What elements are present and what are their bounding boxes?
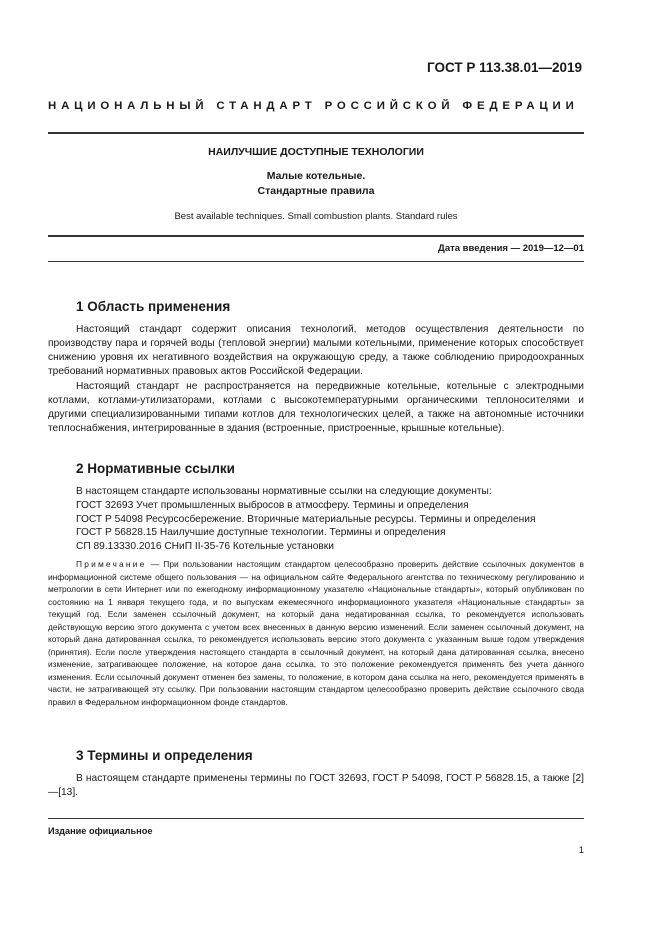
reference-item: ГОСТ Р 54098 Ресурсосбережение. Вторичные материальные ресурсы. Термины и определения (76, 513, 536, 525)
title-divider (48, 235, 584, 237)
document-subtitle-line2: Стандартные правила (257, 185, 375, 197)
date-divider (48, 261, 584, 262)
section-3-heading: 3 Термины и определения (76, 748, 253, 763)
section-1-paragraph-1-text: Настоящий стандарт содержит описания технологий, методов осуществления деятельности по производству пара и горячей воды (тепловой энергии) малыми котельными, применение которых способствует снижению уровня их негативного воздействия на окружающую среду, а также соблюдению природоохранных требований нормативных правовых актов Российской Федерации. (48, 324, 584, 378)
reference-item: ГОСТ Р 56828.15 Наилучшие доступные технологии. Термины и определения (76, 527, 446, 539)
english-title: Best available techniques. Small combustion plants. Standard rules (174, 211, 458, 222)
references-note (48, 558, 584, 709)
section-1-paragraph-1 (48, 323, 584, 379)
section-1-paragraph-2 (48, 380, 584, 436)
standard-code: ГОСТ Р 113.38.01—2019 (427, 60, 582, 75)
header-divider (48, 132, 584, 134)
note-text: — При пользовании настоящим стандартом целесообразно проверить действие ссылочных документов в информационной системе общего пользования — на официальном сайте Федерального агентства по техническому регулированию и метрологии в сети Интернет или по ежегодному информационному указателю «Национальные стандарты», который опубликован по состоянию на 1 января текущего года, и по выпускам ежемесячного информационного указателя «Национальные стандарты» за текущий год. Если заменен ссылочный документ, на который дана недатированная ссылка, то рекомендуется использовать действующую версию этого документа с учетом всех внесенных в данную версию изменений. Если заменен ссылочный документ, на который дана датированная ссылка, то рекомендуется использовать версию этого документа с указанным выше годом утверждения (принятия). Если после утверждения настоящего стандарта в ссылочный документ, на который дана датированная ссылка, внесено изменение, затрагивающее положение, на которое дана ссылка, то это положение рекомендуется применять без учета данного изменения. Если ссылочный документ отменен без замены, то положение, в котором дана ссылка на него, рекомендуется применять в части, не затрагивающей эту ссылку. При пользовании настоящим стандартом целесообразно проверить действие ссылочного свода правил в Федеральном информационном фонде стандартов. (48, 559, 584, 708)
official-edition-label: Издание официальное (48, 826, 153, 836)
section-2-heading: 2 Нормативные ссылки (76, 461, 235, 476)
document-subtitle-line1: Малые котельные. (266, 170, 366, 182)
section-1-paragraph-2-text: Настоящий стандарт не распространяется на передвижные котельные, котельные с электродными котлами, котлами-утилизаторами, котлами с высокотемпературными органическими теплоносителями и другими специализированными типами котлов для технологических целей, а также на автономные источники теплоснабжения, интегрированные в здания (встроенные, пристроенные, крышные котельные). (48, 381, 584, 435)
references-intro: В настоящем стандарте использованы нормативные ссылки на следующие документы: (76, 486, 492, 497)
section-1-heading: 1 Область применения (76, 299, 231, 314)
reference-item: ГОСТ 32693 Учет промышленных выбросов в атмосферу. Термины и определения (76, 499, 469, 511)
reference-item: СП 89.13330.2016 СНиП II-35-76 Котельные установки (76, 541, 334, 553)
effective-date: Дата введения — 2019—12—01 (438, 243, 584, 254)
footer-divider (48, 818, 584, 819)
reference-list (76, 485, 584, 554)
section-3-paragraph-1 (48, 772, 584, 800)
section-3-paragraph-1-text: В настоящем стандарте применены термины по ГОСТ 32693, ГОСТ Р 54098, ГОСТ Р 56828.15, а также [2]—[13]. (48, 773, 584, 799)
note-label: Примечание (76, 559, 147, 569)
national-standard-banner: НАЦИОНАЛЬНЫЙ СТАНДАРТ РОССИЙСКОЙ ФЕДЕРАЦИИ (48, 100, 579, 112)
page-number: 1 (578, 845, 584, 856)
document-title: НАИЛУЧШИЕ ДОСТУПНЫЕ ТЕХНОЛОГИИ (208, 146, 424, 158)
